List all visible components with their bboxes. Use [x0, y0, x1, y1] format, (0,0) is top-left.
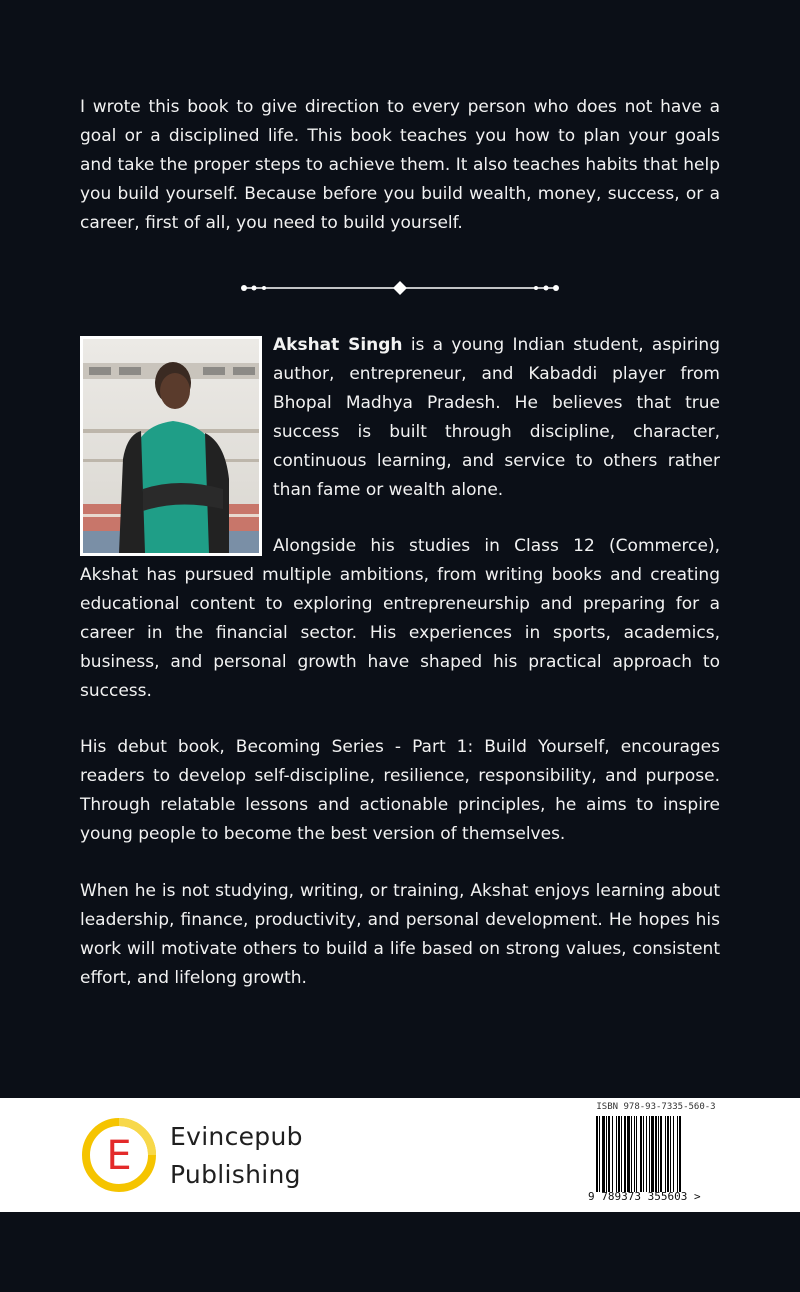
publisher-name-line1: Evincepub	[170, 1122, 303, 1151]
bio-paragraph-4: When he is not studying, writing, or training, Akshat enjoys learning about leadership, finance, productivity, and personal development. He hopes his work will motivate others to build a life based on strong values, consistent effort, and lifelong growth.	[80, 881, 720, 988]
isbn-digits: 9 789373 355603 >	[588, 1190, 701, 1203]
isbn-label: ISBN 978-93-7335-560-3	[596, 1102, 716, 1112]
bio-paragraph-2: Alongside his studies in Class 12 (Commerce), Akshat has pursued multiple ambitions, from writing books and creating educational content to exploring entrepreneurship and preparing for a career in the financial sector. His experiences in sports, academics, business, and personal growth have shaped his practical approach to success.	[80, 536, 720, 701]
publisher-band	[0, 1098, 800, 1212]
author-name: Akshat Singh	[273, 335, 403, 355]
bio-paragraph-1	[273, 331, 720, 505]
bio-paragraph-1-text: is a young Indian student, aspiring author, entrepreneur, and Kabaddi player from Bhopal Madhya Pradesh. He believes that true success is built through discipline, character, continuous learning, and service to others rather than fame or wealth alone.	[273, 335, 720, 500]
logo-letter: E	[106, 1133, 132, 1179]
author-portrait-illustration	[83, 339, 259, 553]
barcode-icon	[596, 1116, 720, 1192]
intro-paragraph: I wrote this book to give direction to every person who does not have a goal or a disciplined life. This book teaches you how to plan your goals and take the proper steps to achieve them. It also teaches habits that help you build yourself. Because before you build wealth, money, success, or a career, first of all, you need to build yourself.	[80, 97, 720, 233]
publisher-name-line2: Publishing	[170, 1160, 301, 1189]
author-photo	[80, 336, 262, 556]
publisher-logo-icon	[80, 1116, 158, 1194]
bottom-strip	[0, 1212, 800, 1292]
isbn-barcode-block	[588, 1102, 720, 1206]
bio-paragraph-3: His debut book, Becoming Series - Part 1: Build Yourself, encourages readers to develop self-discipline, resilience, responsibility, and purpose. Through relatable lessons and actionable principles, he aims to inspire young people to become the best version of themselves.	[80, 737, 720, 844]
ornamental-divider	[240, 278, 560, 298]
